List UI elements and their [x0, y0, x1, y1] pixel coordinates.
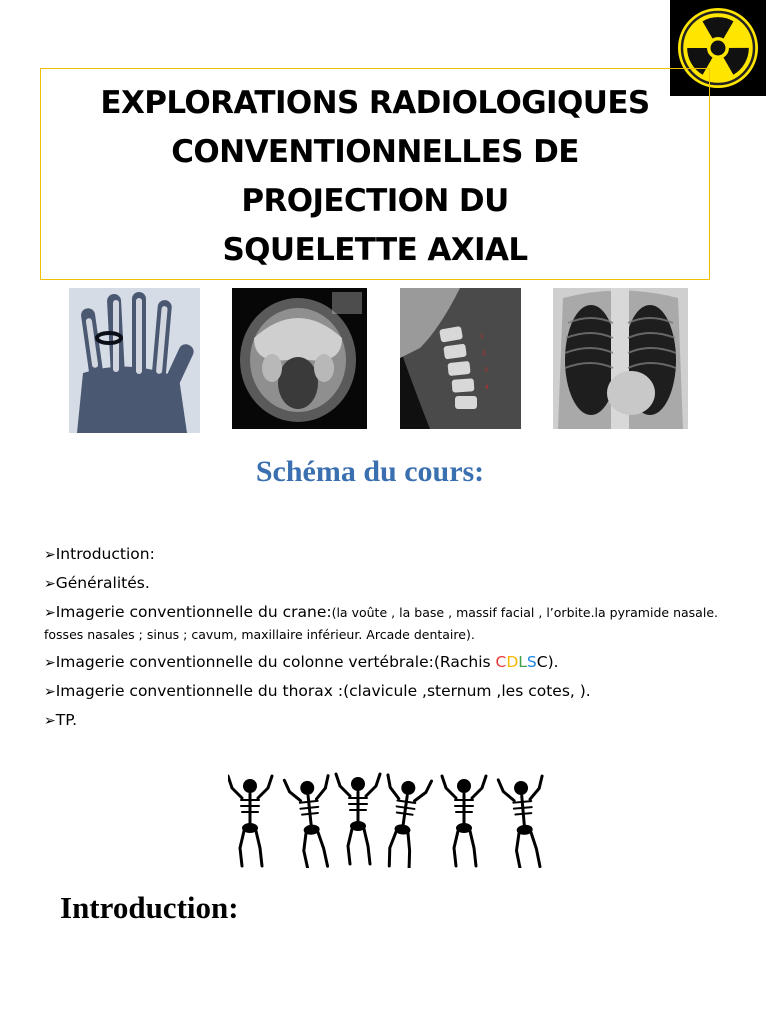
outline-item-text: Imagerie conventionnelle du thorax :(clavicule ,sternum ,les cotes, ).	[55, 682, 591, 700]
title-line: EXPLORATIONS RADIOLOGIQUES	[100, 85, 650, 121]
title-line: PROJECTION DU	[241, 183, 509, 219]
hand-xray-image	[69, 288, 200, 433]
outline-item-detail: (la voûte , la base , massif facial , l’orbite.la pyramide nasale. fosses nasales ; sinus ; cavum, maxillaire inférieur. Arcade dentaire).	[44, 605, 718, 642]
arrow-bullet-icon: ➢	[44, 684, 56, 700]
outline-item	[44, 544, 718, 566]
arrow-bullet-icon: ➢	[44, 605, 56, 621]
outline-item-text: Introduction:	[55, 545, 155, 563]
outline-item-text: TP.	[55, 711, 78, 729]
arrow-bullet-icon: ➢	[44, 655, 56, 671]
cervical-spine-xray-image	[400, 288, 521, 429]
outline-item-text: ).	[547, 653, 559, 671]
rachis-letter: D	[506, 653, 519, 671]
skeleton-figure	[498, 776, 544, 868]
skeleton-figure	[228, 776, 272, 866]
page-title	[41, 79, 709, 275]
rachis-letter: L	[518, 653, 527, 671]
rachis-letter: C	[495, 653, 507, 671]
dancing-skeletons-image	[228, 770, 544, 868]
title-line: CONVENTIONNELLES DE	[171, 134, 579, 170]
skeleton-figure	[442, 776, 486, 866]
chest-xray-image	[553, 288, 688, 429]
title-line: SQUELETTE AXIAL	[222, 232, 528, 268]
outline-item-text: Généralités.	[55, 574, 150, 592]
svg-text:4: 4	[485, 384, 489, 391]
outline-item	[44, 681, 718, 703]
title-box	[40, 68, 710, 280]
outline-item	[44, 710, 718, 732]
outline-item-text: Imagerie conventionnelle du colonne vertébrale:(Rachis	[55, 653, 496, 671]
rachis-letter: C	[536, 653, 548, 671]
section-title: Schéma du cours:	[255, 455, 485, 488]
svg-text:2: 2	[482, 350, 486, 357]
course-outline	[44, 544, 718, 739]
skeleton-figure	[375, 775, 431, 868]
arrow-bullet-icon: ➢	[44, 713, 56, 729]
skull-base-xray-image	[232, 288, 367, 429]
skeleton-figure	[284, 776, 337, 868]
introduction-heading: Introduction:	[60, 890, 239, 925]
outline-item	[44, 602, 718, 645]
outline-item	[44, 573, 718, 595]
svg-text:1: 1	[480, 333, 484, 340]
arrow-bullet-icon: ➢	[44, 576, 56, 592]
svg-text:3: 3	[484, 367, 488, 374]
outline-item	[44, 652, 718, 674]
outline-item-text: Imagerie conventionnelle du crane:	[55, 603, 332, 621]
skeleton-figure	[336, 774, 380, 864]
arrow-bullet-icon: ➢	[44, 547, 56, 563]
rachis-letter: S	[526, 653, 537, 671]
